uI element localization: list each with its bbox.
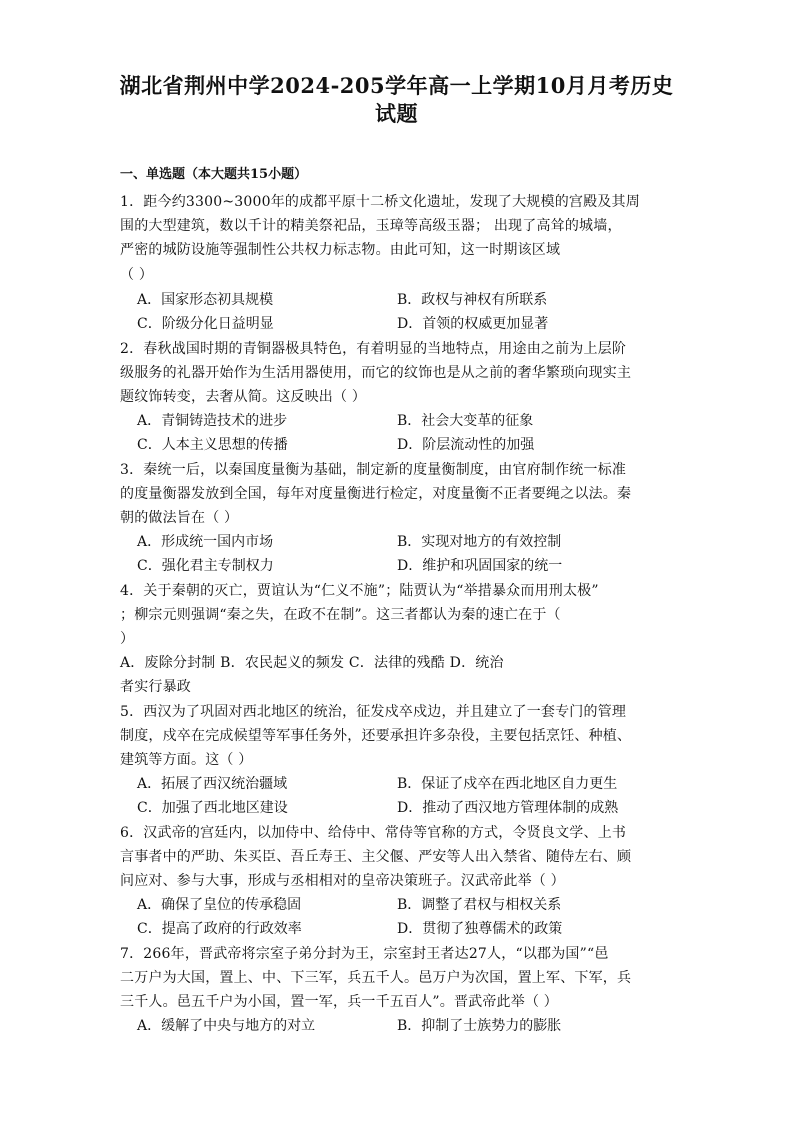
- question-2-line-2: 级服务的礼器开始作为生活用器使用，而它的纹饰也是从之前的奢华繁琐向现实主: [120, 365, 632, 381]
- question-5-option-a: A．拓展了西汉统治疆域: [137, 776, 288, 792]
- question-2-line-3: 题纹饰转变，去奢从简。这反映出（ ）: [120, 389, 367, 405]
- question-1-line-2: 围的大型建筑，数以千计的精美祭祀品，玉璋等高级玉器； 出现了高耸的城墙，: [120, 218, 622, 234]
- question-7-line-1: 7．266年，晋武帝将宗室子弟分封为王，宗室封王者达27人，“以郡为国”“邑: [120, 946, 609, 962]
- question-7-line-3: 三千人。邑五千户为小国，置一军，兵一千五百人”。晋武帝此举（ ）: [120, 994, 559, 1010]
- question-7-line-2: 二万户为大国，置上、中、下三军，兵五千人。邑万户为次国，置上军、下军，兵: [120, 970, 632, 986]
- page-title-continued: 试题: [375, 101, 418, 126]
- question-2-option-a: A．青铜铸造技术的进步: [137, 413, 288, 429]
- question-1-line-3: 严密的城防设施等强制性公共权力标志物。由此可知，这一时期该区域: [120, 242, 561, 258]
- question-6-option-c: C．提高了政府的行政效率: [137, 921, 302, 937]
- question-5-line-2: 制度，戍卒在完成候望等军事任务外，还要承担许多杂役，主要包括烹饪、种植、: [120, 728, 632, 744]
- question-3-line-1: 3．秦统一后，以秦国度量衡为基础，制定新的度量衡制度，由官府制作统一标准: [120, 462, 627, 478]
- question-2-option-d: D．阶层流动性的加强: [397, 437, 535, 453]
- question-1-option-c: C．阶级分化日益明显: [137, 316, 274, 332]
- page-title: 湖北省荆州中学2024-205学年高一上学期10月月考历史: [119, 73, 674, 98]
- question-4-options-line: A．废除分封制 B．农民起义的频发 C．法律的残酷 D．统治: [120, 655, 504, 671]
- question-7-option-a: A．缓解了中央与地方的对立: [137, 1018, 316, 1034]
- question-6-line-1: 6．汉武帝的宫廷内，以加侍中、给侍中、常侍等官称的方式，令贤良文学、上书: [120, 825, 627, 841]
- question-1-blank: （ ）: [120, 267, 154, 283]
- question-5-line-3: 建筑等方面。这（ ）: [120, 752, 253, 768]
- question-3-line-3: 朝的做法旨在（ ）: [120, 510, 239, 526]
- question-3-line-2: 的度量衡器发放到全国，每年对度量衡进行检定，对度量衡不正者要绳之以法。秦: [120, 486, 632, 502]
- question-4-line-1: 4．关于秦朝的灭亡，贾谊认为“仁义不施”；陆贾认为“举措暴众而用刑太极”: [120, 583, 599, 599]
- question-6-option-a: A．确保了皇位的传承稳固: [137, 897, 302, 913]
- question-2-option-c: C．人本主义思想的传播: [137, 437, 288, 453]
- question-5-line-1: 5．西汉为了巩固对西北地区的统治，征发戍卒戍边，并且建立了一套专门的管理: [120, 704, 627, 720]
- question-6-option-d: D．贯彻了独尊儒术的政策: [397, 921, 563, 937]
- question-1-option-a: A．国家形态初具规模: [137, 292, 274, 308]
- question-5-option-b: B．保证了戍卒在西北地区自力更生: [397, 776, 618, 792]
- question-2-option-b: B．社会大变革的征象: [397, 413, 534, 429]
- question-3-option-c: C．强化君主专制权力: [137, 558, 274, 574]
- question-4-line-2: ；柳宗元则强调“秦之失，在政不在制”。这三者都认为秦的速亡在于（: [120, 607, 561, 623]
- question-3-option-b: B．实现对地方的有效控制: [397, 534, 562, 550]
- question-5-option-c: C．加强了西北地区建设: [137, 800, 288, 816]
- question-1-option-d: D．首领的权威更加显著: [397, 316, 549, 332]
- question-6-line-3: 问应对、参与大事，形成与丞相相对的皇帝决策班子。汉武帝此举（ ）: [120, 873, 565, 889]
- question-7-option-b: B．抑制了士族势力的膨胀: [397, 1018, 562, 1034]
- question-6-line-2: 言事者中的严助、朱买臣、吾丘寿王、主父偃、严安等人出入禁省、随侍左右、顾: [120, 849, 632, 865]
- question-5-option-d: D．推动了西汉地方管理体制的成熟: [397, 800, 619, 816]
- question-3-option-a: A．形成统一国内市场: [137, 534, 274, 550]
- question-4-options-wrap: 者实行暴政: [120, 679, 191, 695]
- question-1-option-b: B．政权与神权有所联系: [397, 292, 548, 308]
- question-1-line-1: 1．距今约3300~3000年的成都平原十二桥文化遗址，发现了大规模的宫殿及其周: [120, 194, 640, 210]
- question-4-line-3: ）: [120, 631, 135, 647]
- question-2-line-1: 2．春秋战国时期的青铜器极具特色，有着明显的当地特点，用途由之前为上层阶: [120, 341, 627, 357]
- question-6-option-b: B．调整了君权与相权关系: [397, 897, 562, 913]
- question-3-option-d: D．维护和巩固国家的统一: [397, 558, 563, 574]
- section-heading: 一、单选题（本大题共15小题）: [120, 167, 308, 182]
